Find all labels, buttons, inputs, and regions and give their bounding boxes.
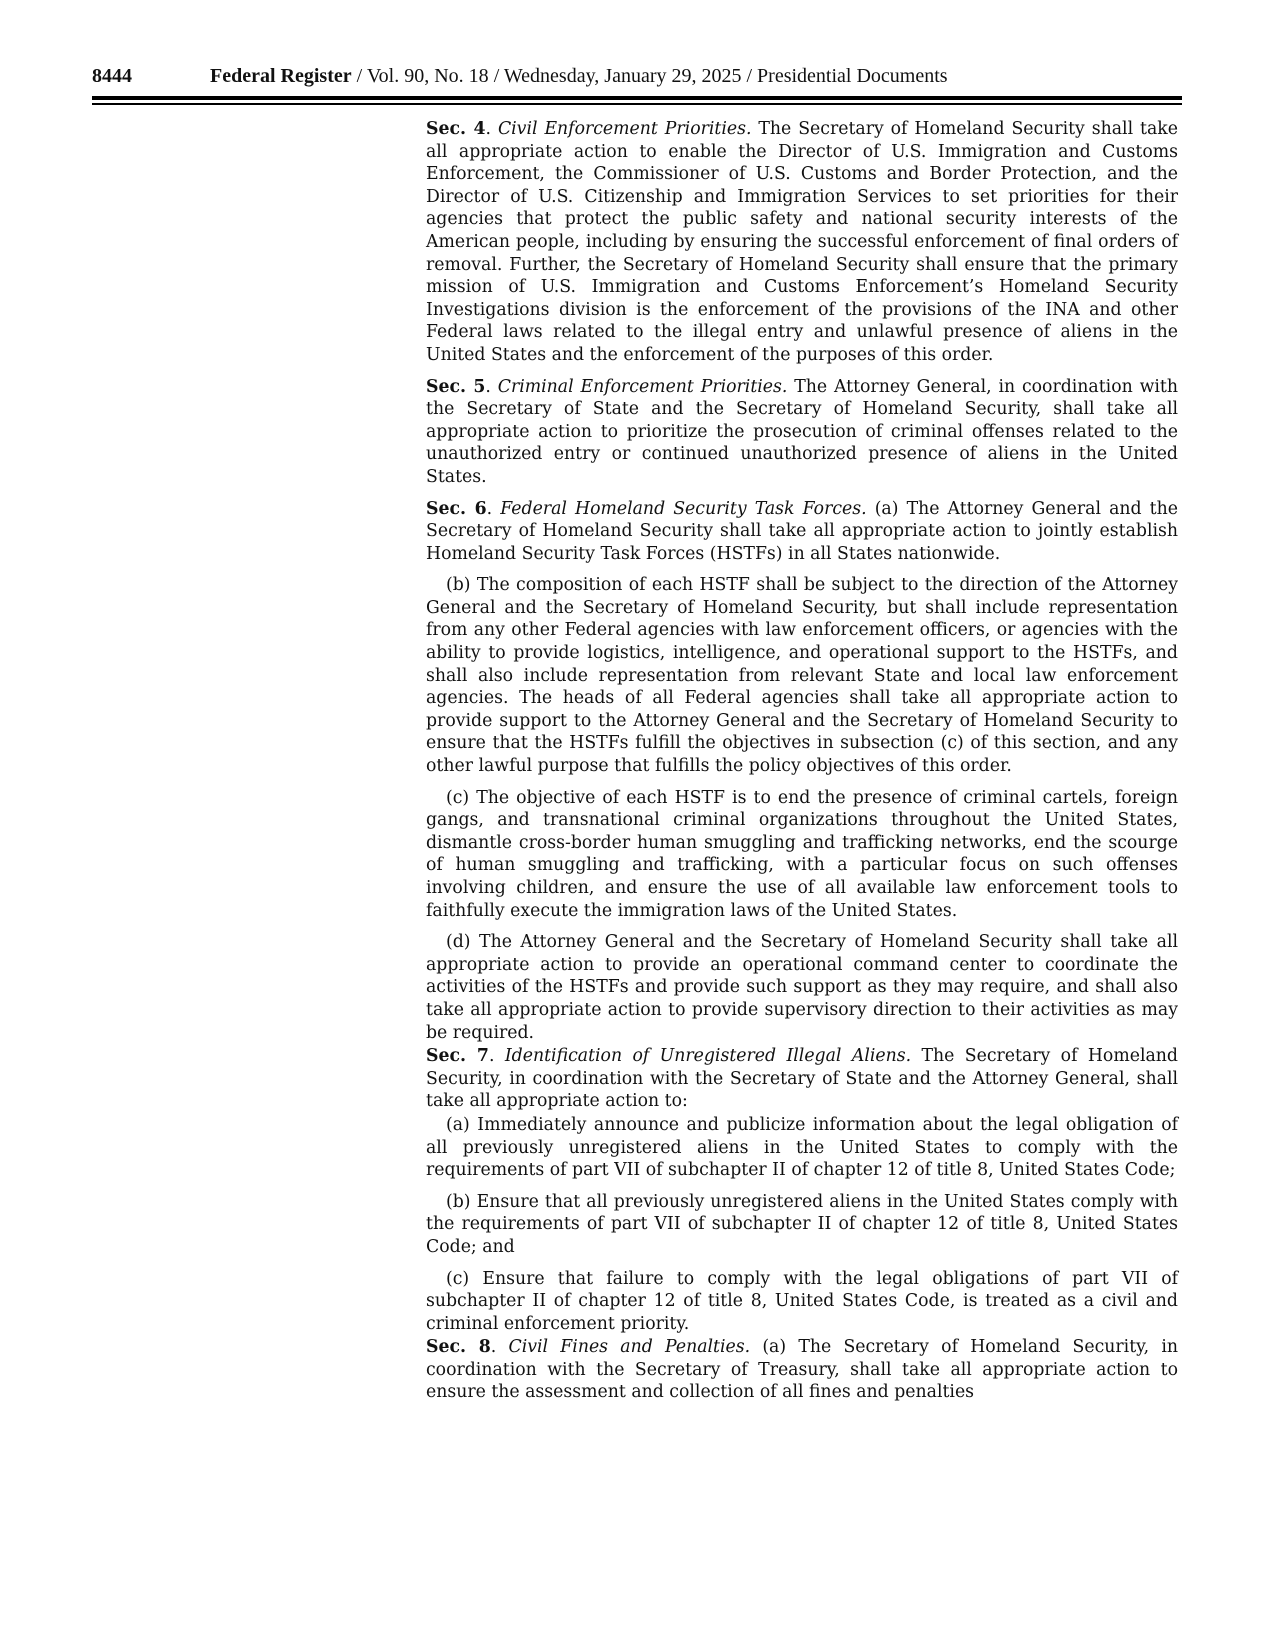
header-rule-thick [92,96,1182,100]
volume-issue: Vol. 90, No. 18 [366,65,489,87]
section-text: (a) The Attorney General and the Secretary of Homeland Security shall take all appropriate action to jointly establish Homeland Security Task Forces (HSTFs) in all States nationwide. [426,498,1178,564]
section-label-period: . [488,1046,505,1067]
section-6-subsection-d: (d) The Attorney General and the Secretary of Homeland Security shall take all appropriate action to provide an operational command center to coordinate the activities of the HSTFs and provide such support as they may require, and shall also take all appropriate action to provide supervisory direction to their activities as may be required. [426,932,1178,1043]
section-label-period: . [485,119,498,139]
section-label-period: . [486,498,501,519]
document-body [426,118,1178,1413]
running-head [210,62,948,90]
section-7-subsection-b: (b) Ensure that all previously unregistered aliens in the United States comply with the requirements of part VII of subchapter II of chapter 12 of title 8, United States Code; and [426,1191,1178,1257]
section-heading: Criminal Enforcement Priorities. [497,376,788,397]
header-separator: / [741,65,758,87]
section-heading: Civil Enforcement Priorities. [497,119,752,139]
section-label: Sec. 7 [426,1046,489,1067]
section-label-period: . [485,376,498,397]
section-label-period: . [490,1337,509,1358]
section-8-paragraph [426,1336,1178,1404]
header-separator: / [351,65,367,87]
register-name: Federal Register [210,65,352,87]
section-text: The Secretary of Homeland Security shall take all appropriate action to enable the Director of U.S. Immigration and Customs Enforcement, the Commissioner of U.S. Customs and Border Protection, and the Director of U.S. Citizenship and Immigration Services to set priorities for their agencies that protect the public safety and national security interests of the American people, including by ensuring the successful enforcement of final orders of removal. Further, the Secretary of Homeland Security shall ensure that the primary mission of U.S. Immigration and Customs Enforcement’s Homeland Security Investigations division is the enforcement of the provisions of the INA and other Federal laws related to the illegal entry and unlawful presence of aliens in the United States and the enforcement of the purposes of this order. [426,119,1178,365]
section-label: Sec. 5 [426,376,486,397]
section-text: (a) The Secretary of Homeland Security, in coordination with the Secretary of Treasury, shall take all appropriate action to ensure the assessment and collection of all fines and penalties [426,1337,1178,1403]
issue-date: Wednesday, January 29, 2025 [503,65,742,87]
section-heading: Identification of Unregistered Illegal Aliens. [504,1046,912,1067]
section-7-paragraph [426,1045,1178,1113]
header-rule-thin [92,103,1182,105]
section-name: Presidential Documents [757,65,948,87]
section-label: Sec. 4 [426,119,486,139]
header-separator: / [488,65,504,87]
section-label: Sec. 8 [426,1337,491,1358]
section-4-paragraph [426,118,1178,367]
section-text: The Secretary of Homeland Security, in coordination with the Secretary of State and the Attorney General, shall take all appropriate action to: [426,1046,1178,1112]
section-6-subsection-c: (c) The objective of each HSTF is to end the presence of criminal cartels, foreign gangs, and transnational criminal organizations throughout the United States, dismantle cross-border human smuggling and trafficking networks, end the scourge of human smuggling and trafficking, with a particular focus on such offenses involving children, and ensure the use of all available law enforcement tools to faithfully execute the immigration laws of the United States. [426,787,1178,921]
page-number: 8444 [92,65,132,87]
section-label: Sec. 6 [426,498,487,519]
section-heading: Federal Homeland Security Task Forces. [500,498,867,519]
section-7-subsection-a: (a) Immediately announce and publicize information about the legal obligation of all previously unregistered aliens in the United States to comply with the requirements of part VII of subchapter II of chapter 12 of title 8, United States Code; [426,1114,1178,1181]
section-5-paragraph [426,376,1178,489]
section-heading: Civil Fines and Penalties. [508,1337,751,1358]
section-text: The Attorney General, in coordination with the Secretary of State and the Secretary of Homeland Security, shall take all appropriate action to prioritize the prosecution of criminal offenses related to the unauthorized entry or continued unauthorized presence of aliens in the United States. [426,376,1178,487]
page-header [92,62,1182,90]
section-7-subsection-c: (c) Ensure that failure to comply with the legal obligations of part VII of subchapter II of chapter 12 of title 8, United States Code, is treated as a civil and criminal enforcement priority. [426,1268,1178,1334]
section-6-subsection-b: (b) The composition of each HSTF shall be subject to the direction of the Attorney General and the Secretary of Homeland Security, but shall include representation from any other Federal agencies with law enforcement officers, or agencies with the ability to provide logistics, intelligence, and operational support to the HSTFs, and shall also include representation from relevant State and local law enforcement agencies. The heads of all Federal agencies shall take all appropriate action to provide support to the Attorney General and the Secretary of Homeland Security to ensure that the HSTFs fulfill the objectives in subsection (c) of this section, and any other lawful purpose that fulfills the policy objectives of this order. [426,575,1178,777]
section-6-paragraph [426,498,1178,566]
